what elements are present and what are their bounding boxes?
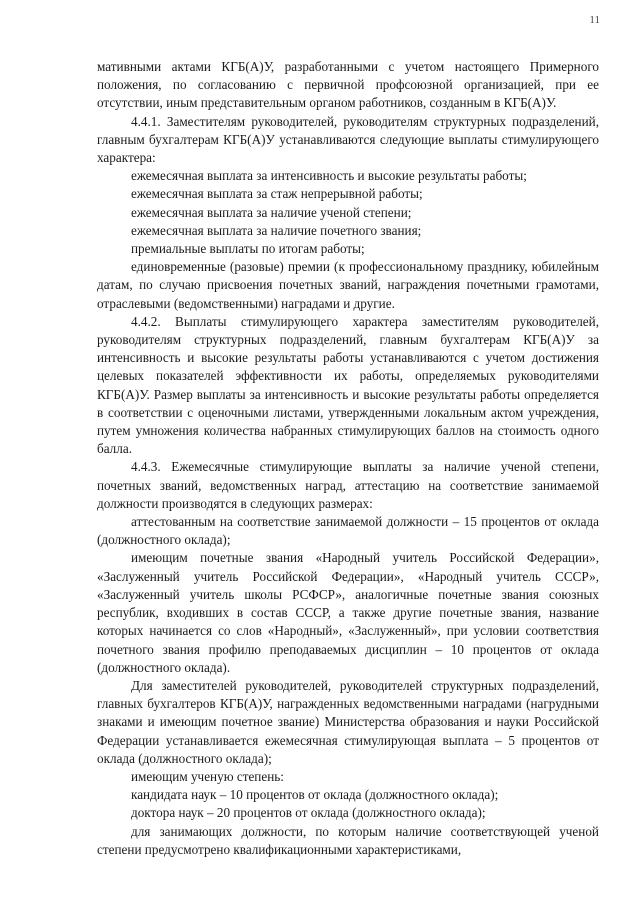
list-item: ежемесячная выплата за интенсивность и высокие результаты работы; <box>131 168 527 184</box>
list-item: ежемесячная выплата за наличие почетного звания; <box>131 222 422 238</box>
list-item: доктора наук – 20 процентов от оклада (должностного оклада); <box>131 805 486 821</box>
paragraph: аттестованным на соответствие занимаемой должности – 15 процентов от оклада (должностного оклада); <box>97 514 599 548</box>
page-number: 11 <box>589 14 600 26</box>
list-item: премиальные выплаты по итогам работы; <box>131 241 365 257</box>
paragraph: 4.4.3. Ежемесячные стимулирующие выплаты за наличие ученой степени, почетных званий, ведомственных наград, аттестацию на соответствие занимаемой должности производятся в следующих размерах: <box>97 459 599 511</box>
document-body <box>97 58 599 859</box>
paragraph: имеющим почетные звания «Народный учитель Российской Федерации», «Заслуженный учитель Российской Федерации», «Народный учитель СССР», «Заслуженный учитель школы РСФСР», аналогичные почетные звания союзных республик, входивших в состав СССР, а также другие почетные звания, название которых начинается со слов «Народный», «Заслуженный», при условии соответствия почетного звания профилю преподаваемых дисциплин – 10 процентов от оклада (должностного оклада). <box>97 550 599 675</box>
list-item: ежемесячная выплата за наличие ученой степени; <box>131 204 412 220</box>
paragraph: имеющим ученую степень: <box>131 768 284 784</box>
paragraph: для занимающих должности, по которым наличие соответствующей ученой степени предусмотрено квалификационными характеристиками, <box>97 823 599 857</box>
paragraph: мативными актами КГБ(А)У, разработанными с учетом настоящего Примерного положения, по согласованию с первичной профсоюзной организацией, при ее отсутствии, иным представительным органом работников, созданным в КГБ(А)У. <box>97 59 599 111</box>
paragraph: 4.4.2. Выплаты стимулирующего характера заместителям руководителей, руководителям структурных подразделений, главным бухгалтерам КГБ(А)У за интенсивность и высокие результаты работы устанавливаются с учетом достижения целевых показателей эффективности их работы, определяемых руководителями КГБ(А)У. Размер выплаты за интенсивность и высокие результаты работы определяется в соответствии с оценочными листами, утвержденными локальным актом учреждения, путем умножения количества набранных стимулирующих баллов на стоимость одного балла. <box>97 313 599 457</box>
list-item: единовременные (разовые) премии (к профессиональному празднику, юбилейным датам, по случаю присвоения почетных званий, награждения почетными грамотами, отраслевыми (ведомственными) наградами и другие. <box>97 259 599 311</box>
paragraph: Для заместителей руководителей, руководителей структурных подразделений, главных бухгалтеров КГБ(А)У, награжденных ведомственными наградами (нагрудными знаками и имеющим почетное звание) Министерства образования и науки Российской Федерации устанавливается ежемесячная стимулирующая выплата – 5 процентов от оклада (должностного оклада); <box>97 677 599 766</box>
paragraph: 4.4.1. Заместителям руководителей, руководителям структурных подразделений, главным бухгалтерам КГБ(А)У устанавливаются следующие выплаты стимулирующего характера: <box>97 113 599 166</box>
list-item: ежемесячная выплата за стаж непрерывной работы; <box>131 186 423 202</box>
list-item: кандидата наук – 10 процентов от оклада (должностного оклада); <box>131 787 499 803</box>
